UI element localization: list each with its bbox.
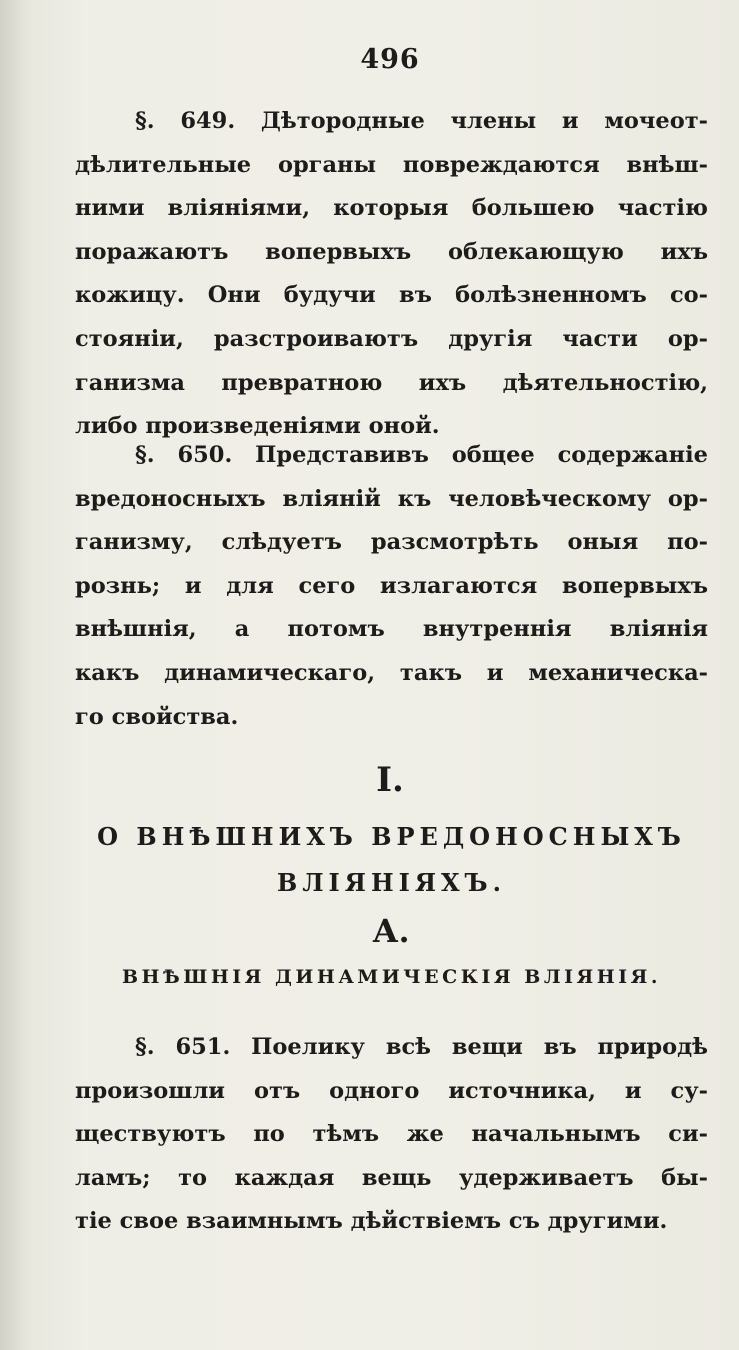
- paragraph-650: [75, 434, 708, 739]
- text-line: тіе свое взаимнымъ дѣйствіемъ съ другими.: [75, 1208, 668, 1235]
- subsection-heading: ВНѢШНІЯ ДИНАМИЧЕСКІЯ ВЛІЯНІЯ.: [121, 966, 661, 988]
- page-number: 496: [360, 44, 420, 75]
- paragraph-649: [75, 100, 708, 449]
- text-line: §. 650. Представивъ общее содержаніе: [135, 442, 708, 468]
- text-line: либо произведеніями оной.: [75, 413, 440, 440]
- text-line: ламъ; то каждая вещь удерживаетъ бы-: [75, 1164, 708, 1191]
- subsection-letter: А.: [372, 912, 410, 950]
- paragraph-651: [75, 1026, 708, 1244]
- text-line: какъ динамическаго, такъ и механическа-: [75, 659, 708, 686]
- section-heading-line-2: ВЛІЯНІЯХЪ.: [277, 868, 506, 897]
- text-line: ганизма превратною ихъ дѣятельностію,: [75, 369, 708, 396]
- chapter-numeral: I.: [376, 760, 404, 800]
- text-line: рознь; и для сего излагаются вопервыхъ: [75, 572, 708, 599]
- section-heading: [75, 814, 708, 906]
- binding-shadow: [0, 0, 30, 1350]
- section-heading-line-1: О ВНѢШНИХЪ ВРЕДОНОСНЫХЪ: [97, 822, 686, 851]
- text-line: §. 651. Поелику всѣ вещи въ природѣ: [135, 1034, 708, 1060]
- text-line: ними вліяніями, которыя большею частію: [75, 195, 708, 222]
- text-line: го свойства.: [75, 703, 239, 730]
- text-line: ганизму, слѣдуетъ разсмотрѣть оныя по-: [75, 529, 708, 556]
- text-line: вредоносныхъ вліяній къ человѣческому ор-: [75, 485, 708, 512]
- text-line: поражаютъ вопервыхъ облекающую ихъ: [75, 238, 708, 265]
- text-line: §. 649. Дѣтородные члены и мочеот-: [135, 108, 708, 134]
- text-line: внѣшнія, а потомъ внутреннія вліянія: [75, 616, 708, 643]
- text-line: дѣлительные органы повреждаются внѣш-: [75, 151, 708, 178]
- text-line: стояніи, разстроиваютъ другія части ор-: [75, 325, 708, 352]
- text-line: кожицу. Они будучи въ болѣзненномъ со-: [75, 282, 708, 309]
- text-line: произошли отъ одного источника, и су-: [75, 1077, 708, 1104]
- text-line: ществуютъ по тѣмъ же начальнымъ си-: [75, 1121, 708, 1148]
